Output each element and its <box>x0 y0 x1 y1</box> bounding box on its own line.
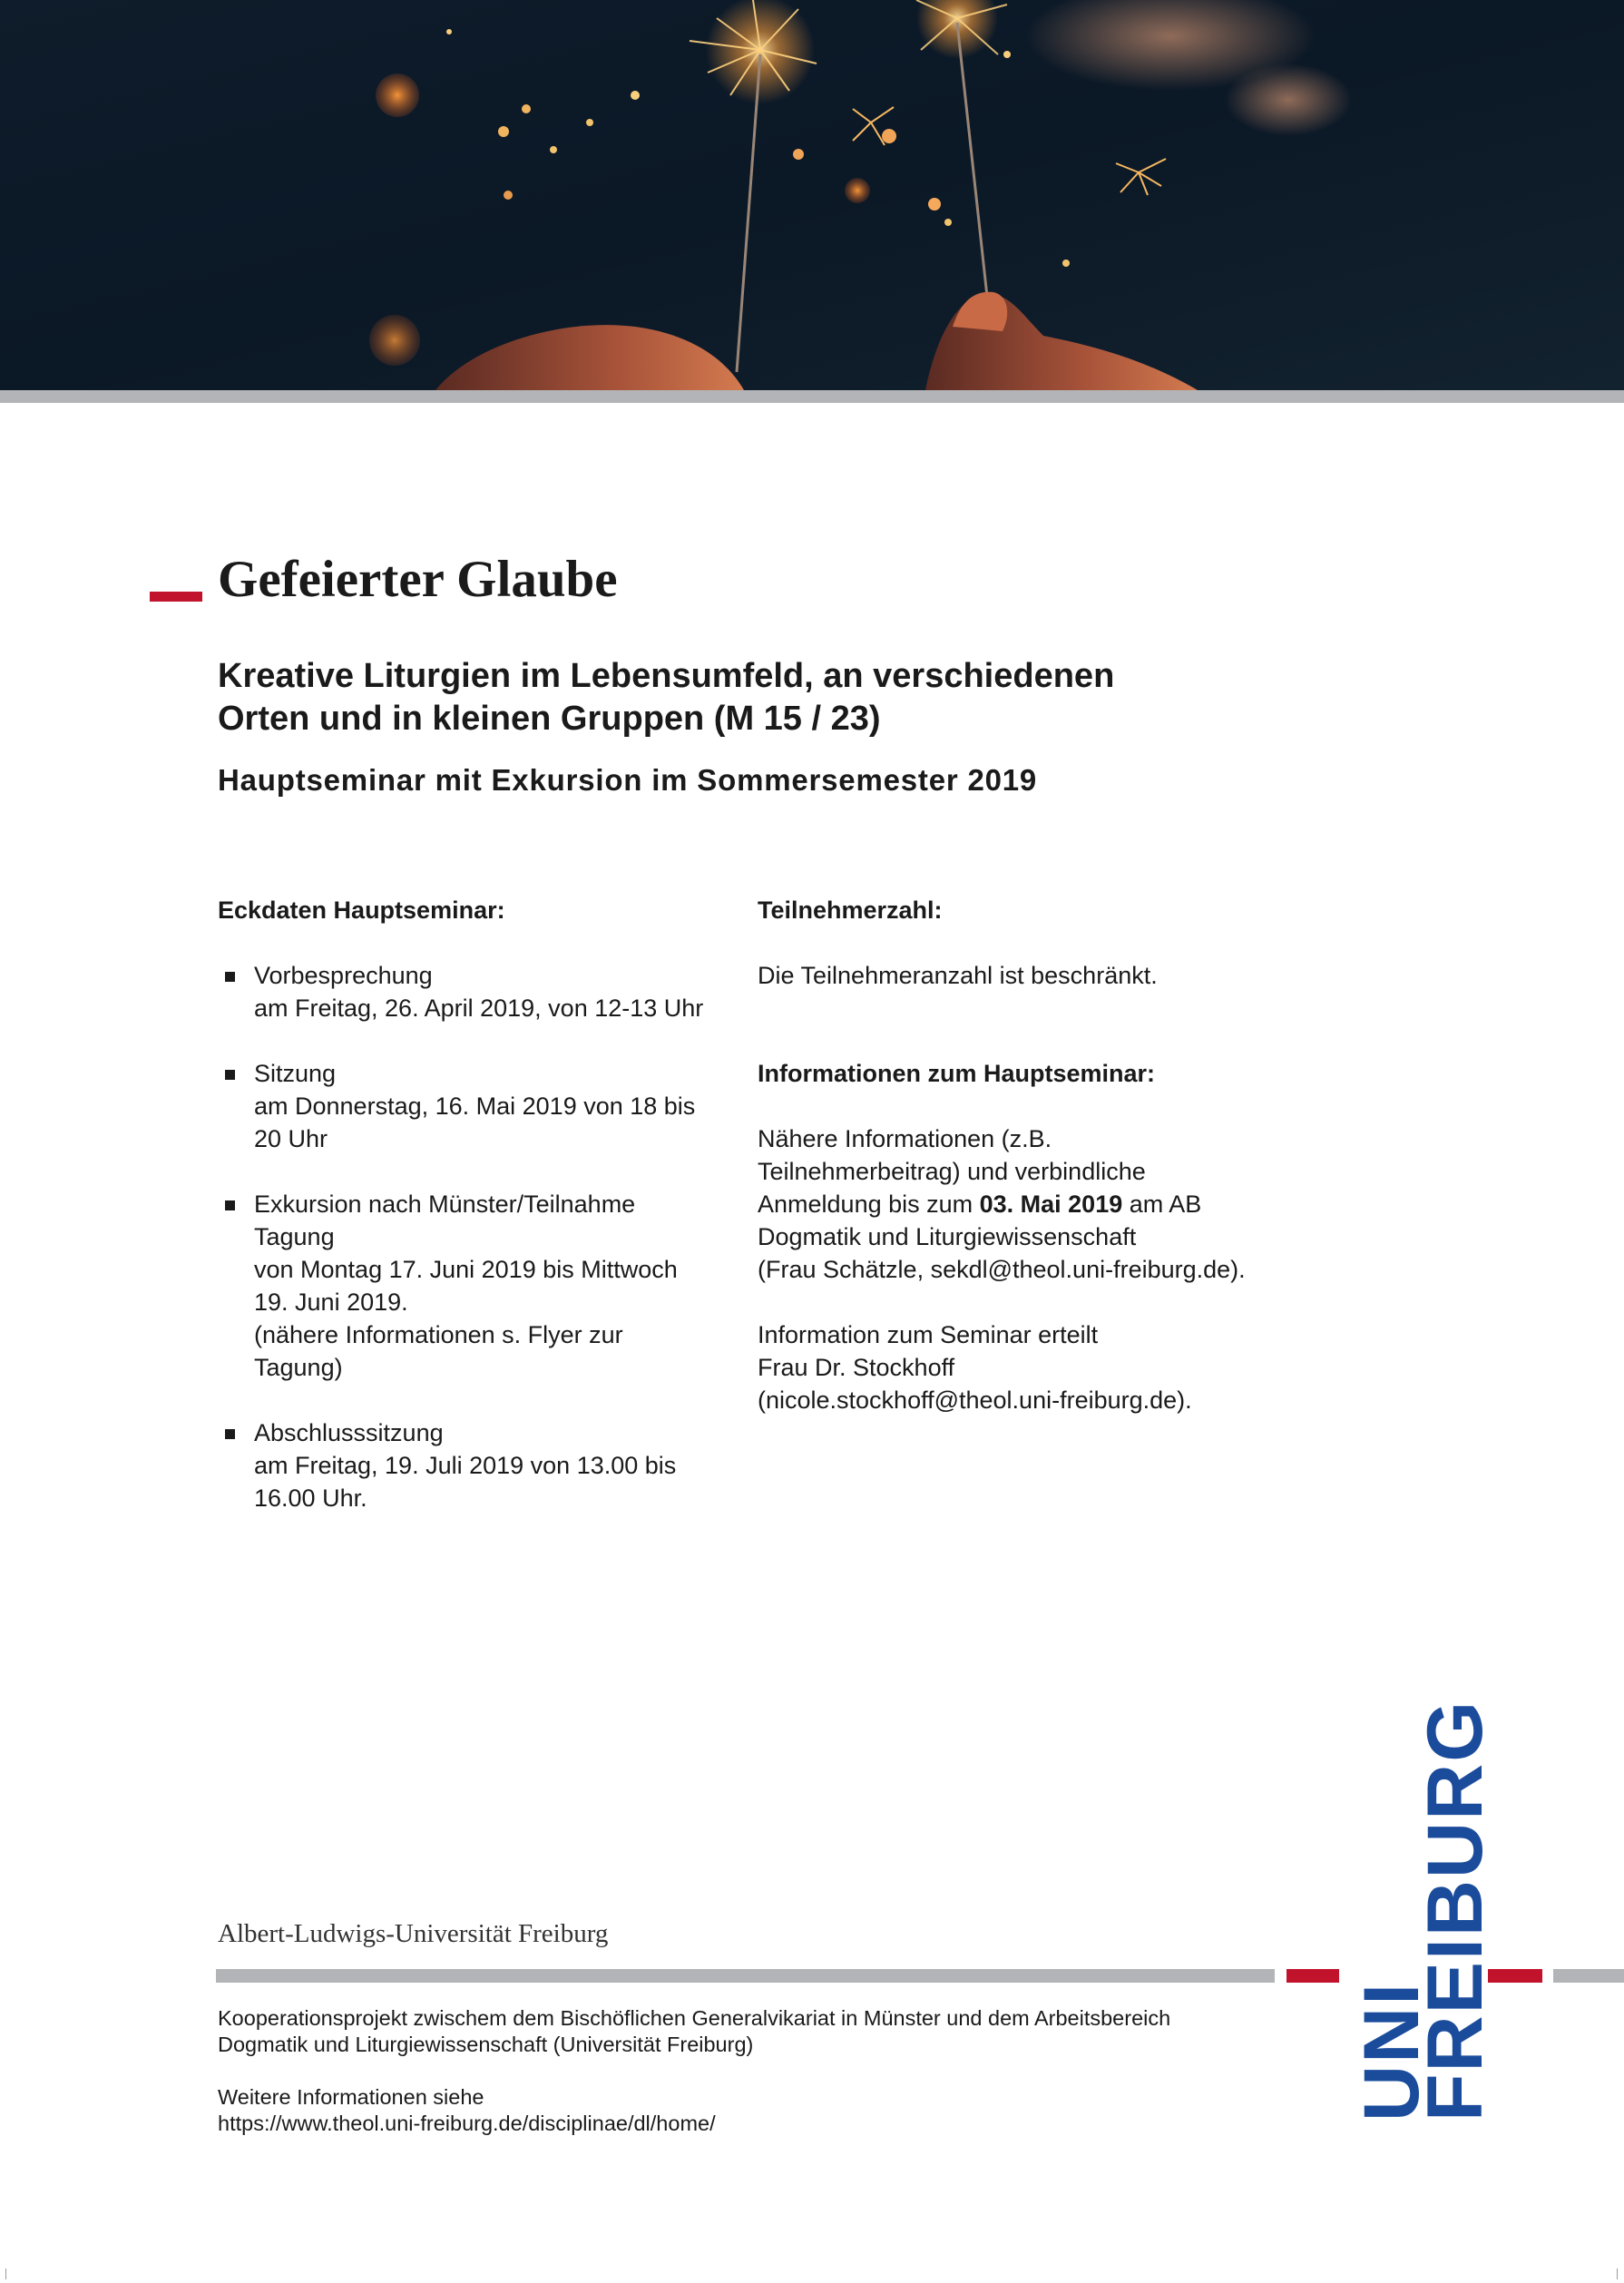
footer-line: Dogmatik und Liturgiewissenschaft (Universität Freiburg) <box>218 2033 754 2056</box>
item-line: am Donnerstag, 16. Mai 2019 von 18 bis <box>254 1093 696 1120</box>
participants-text: Die Teilnehmeranzahl ist beschränkt. <box>758 962 1158 989</box>
seminar-info-text <box>758 1122 1338 1286</box>
contact-line: Information zum Seminar erteilt <box>758 1321 1099 1348</box>
list-item <box>218 1188 744 1384</box>
item-line: Abschlusssitzung <box>254 1419 444 1446</box>
item-line: am Freitag, 26. April 2019, von 12-13 Uhr <box>254 995 704 1022</box>
item-line: Tagung) <box>254 1354 343 1381</box>
item-line: Exkursion nach Münster/Teilnahme <box>254 1190 636 1218</box>
document-tagline: Hauptseminar mit Exkursion im Sommersemester 2019 <box>218 763 1038 797</box>
registration-deadline: 03. Mai 2019 <box>979 1190 1123 1218</box>
footer-line: Kooperationsprojekt zwischem dem Bischöflichen Generalvikariat in Münster und dem Arbeitsbereich <box>218 2006 1171 2030</box>
square-bullet-icon <box>225 1429 235 1439</box>
footer-red-mark <box>1286 1969 1339 1983</box>
sparklers-illustration <box>0 0 1624 390</box>
seminar-info-heading: Informationen zum Hauptseminar: <box>758 1060 1156 1087</box>
info-line: Nähere Informationen (z.B. <box>758 1125 1052 1152</box>
crop-mark <box>5 2268 6 2279</box>
contact-text <box>758 1318 1338 1416</box>
info-column <box>758 894 1338 1416</box>
list-item <box>218 1057 744 1155</box>
key-dates-list <box>218 959 744 1514</box>
item-line: 20 Uhr <box>254 1125 328 1152</box>
square-bullet-icon <box>225 972 235 982</box>
title-accent-bar <box>150 592 202 602</box>
subtitle-line: Kreative Liturgien im Lebensumfeld, an verschiedenen <box>218 657 1115 695</box>
item-line: 19. Juni 2019. <box>254 1288 408 1316</box>
item-line: (nähere Informationen s. Flyer zur <box>254 1321 623 1348</box>
square-bullet-icon <box>225 1200 235 1210</box>
info-line-email[interactable]: (Frau Schätzle, sekdl@theol.uni-freiburg.de). <box>758 1256 1246 1283</box>
info-line: Teilnehmerbeitrag) und verbindliche <box>758 1158 1146 1185</box>
info-text: Anmeldung bis zum <box>758 1190 980 1218</box>
item-line: 16.00 Uhr. <box>254 1484 367 1512</box>
university-name: Albert-Ludwigs-Universität Freiburg <box>218 1919 609 1948</box>
footer-grey-rule <box>216 1969 1275 1983</box>
hero-photo-sparklers <box>0 0 1624 390</box>
key-dates-heading: Eckdaten Hauptseminar: <box>218 897 505 924</box>
square-bullet-icon <box>225 1070 235 1080</box>
contact-line: Frau Dr. Stockhoff <box>758 1354 955 1381</box>
item-line: von Montag 17. Juni 2019 bis Mittwoch <box>254 1256 678 1283</box>
crop-mark <box>1617 2268 1618 2279</box>
logo-word-uni: UNI <box>1348 1981 1435 2121</box>
subtitle-line: Orten und in kleinen Gruppen (M 15 / 23) <box>218 700 881 738</box>
contact-email[interactable]: (nicole.stockhoff@theol.uni-freiburg.de). <box>758 1386 1192 1414</box>
item-line: Sitzung <box>254 1060 337 1087</box>
item-line: am Freitag, 19. Juli 2019 von 13.00 bis <box>254 1452 677 1479</box>
footer-text <box>218 2005 1270 2137</box>
item-line: Vorbesprechung <box>254 962 433 989</box>
footer-url-link[interactable]: https://www.theol.uni-freiburg.de/disciplinae/dl/home/ <box>218 2112 716 2135</box>
participants-heading: Teilnehmerzahl: <box>758 897 943 924</box>
info-line: Dogmatik und Liturgiewissenschaft <box>758 1223 1137 1250</box>
key-dates-column <box>218 894 744 1547</box>
document-subtitle <box>218 655 1306 740</box>
info-line-registration <box>758 1188 1338 1220</box>
info-text: am AB <box>1122 1190 1202 1218</box>
list-item <box>218 1416 744 1514</box>
list-item <box>218 959 744 1024</box>
header-grey-band <box>0 390 1624 403</box>
document-title: Gefeierter Glaube <box>218 551 618 608</box>
logo-word-freiburg: FREIBURG <box>1412 1699 1499 2121</box>
footer-grey-rule-end <box>1553 1969 1624 1983</box>
footer-more-label: Weitere Informationen siehe <box>218 2085 484 2109</box>
item-line: Tagung <box>254 1223 335 1250</box>
